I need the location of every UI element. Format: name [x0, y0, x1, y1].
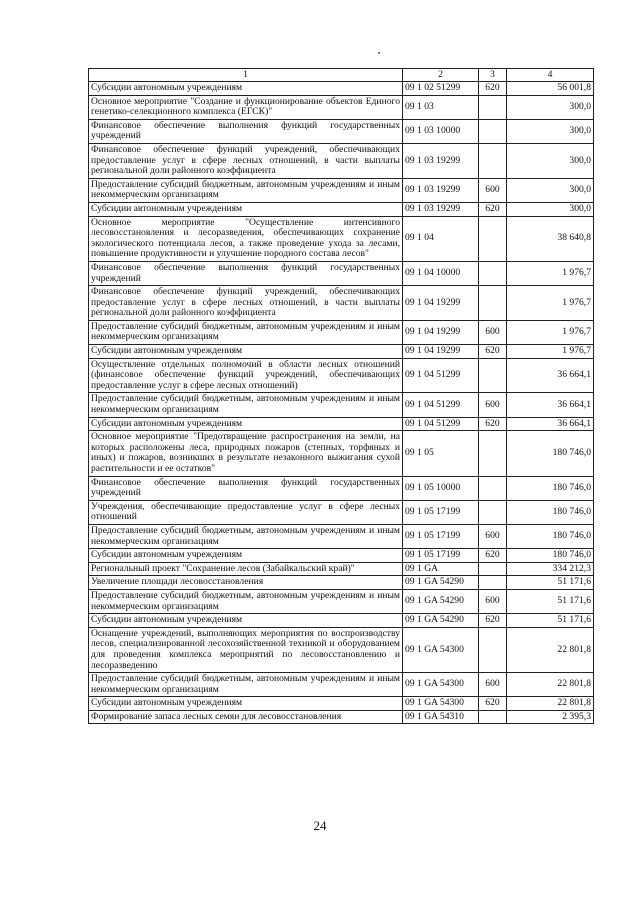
table-row	[89, 393, 594, 417]
row-vr-cell: 600	[479, 589, 507, 613]
row-sum-cell: 36 664,1	[507, 358, 594, 393]
table-row	[89, 500, 594, 524]
table-row	[89, 673, 594, 697]
row-sum-cell: 180 746,0	[507, 549, 594, 563]
row-vr-cell: 620	[479, 697, 507, 711]
table-row	[89, 627, 594, 672]
row-name-cell: Основное мероприятие "Создание и функционирование объектов Единого генетико-селекционного комплекса (ЕГСК)"	[89, 95, 403, 119]
row-sum-cell: 1 976,7	[507, 345, 594, 359]
row-code-cell: 09 1 04 51299	[403, 393, 479, 417]
row-vr-cell: 620	[479, 345, 507, 359]
table-row	[89, 562, 594, 576]
row-name-cell: Оснащение учреждений, выполняющих мероприятия по воспроизводству лесов, специализированной лесохозяйственной техникой и оборудованием для проведения комплекса мероприятий по лесовосстановлению и лесоразведению	[89, 627, 403, 672]
row-name-cell: Финансовое обеспечение функций учреждений, обеспечивающих предоставление услуг в сфере лесных отношений, в части выплаты региональной доли районного коэффициента	[89, 143, 403, 178]
row-sum-cell: 38 640,8	[507, 216, 594, 261]
row-sum-cell: 300,0	[507, 143, 594, 178]
row-name-cell: Субсидии автономным учреждениям	[89, 82, 403, 96]
row-code-cell: 09 1 GA 54300	[403, 673, 479, 697]
table-row	[89, 216, 594, 261]
row-vr-cell	[479, 95, 507, 119]
row-name-cell: Предоставление субсидий бюджетным, автономным учреждениям и иным некоммерческим организациям	[89, 524, 403, 548]
row-code-cell: 09 1 04	[403, 216, 479, 261]
row-vr-cell: 600	[479, 320, 507, 344]
row-vr-cell	[479, 358, 507, 393]
row-name-cell: Предоставление субсидий бюджетным, автономным учреждениям и иным некоммерческим организациям	[89, 178, 403, 202]
row-sum-cell: 180 746,0	[507, 476, 594, 500]
row-vr-cell	[479, 476, 507, 500]
row-code-cell: 09 1 05 10000	[403, 476, 479, 500]
row-sum-cell: 300,0	[507, 202, 594, 216]
table-row	[89, 143, 594, 178]
row-code-cell: 09 1 03 19299	[403, 143, 479, 178]
row-vr-cell	[479, 562, 507, 576]
row-sum-cell: 1 976,7	[507, 261, 594, 285]
row-code-cell: 09 1 05 17199	[403, 549, 479, 563]
table-row	[89, 549, 594, 563]
table-row	[89, 576, 594, 590]
row-vr-cell	[479, 119, 507, 143]
table-row	[89, 614, 594, 628]
row-vr-cell	[479, 500, 507, 524]
row-code-cell: 09 1 GA 54290	[403, 576, 479, 590]
table-row	[89, 95, 594, 119]
row-name-cell: Предоставление субсидий бюджетным, автономным учреждениям и иным некоммерческим организациям	[89, 589, 403, 613]
row-sum-cell: 300,0	[507, 95, 594, 119]
row-name-cell: Предоставление субсидий бюджетным, автономным учреждениям и иным некоммерческим организациям	[89, 673, 403, 697]
row-sum-cell: 1 976,7	[507, 320, 594, 344]
table-row	[89, 476, 594, 500]
row-name-cell: Предоставление субсидий бюджетным, автономным учреждениям и иным некоммерческим организациям	[89, 320, 403, 344]
table-row	[89, 119, 594, 143]
row-vr-cell: 600	[479, 673, 507, 697]
row-name-cell: Субсидии автономным учреждениям	[89, 417, 403, 431]
row-name-cell: Формирование запаса лесных семян для лесовосстановления	[89, 710, 403, 724]
row-vr-cell: 620	[479, 82, 507, 96]
row-vr-cell: 600	[479, 178, 507, 202]
row-sum-cell: 300,0	[507, 178, 594, 202]
row-name-cell: Субсидии автономным учреждениям	[89, 549, 403, 563]
scan-speck	[378, 52, 380, 54]
table-row	[89, 710, 594, 724]
row-name-cell: Осуществление отдельных полномочий в области лесных отношений (финансовое обеспечение функций учреждений, обеспечивающих предоставление услуг в сфере лесных отношений)	[89, 358, 403, 393]
row-code-cell: 09 1 02 51299	[403, 82, 479, 96]
table-row	[89, 431, 594, 476]
row-code-cell: 09 1 GA 54290	[403, 614, 479, 628]
row-name-cell: Основное мероприятие "Предотвращение распространения на земли, на которых расположены леса, природных пожаров (степных, торфяных и иных) и пожаров, возникших в результате незаконного выжигания сухой растительности и ее остатков"	[89, 431, 403, 476]
row-sum-cell: 51 171,6	[507, 576, 594, 590]
table-row	[89, 202, 594, 216]
row-sum-cell: 36 664,1	[507, 417, 594, 431]
row-vr-cell	[479, 710, 507, 724]
row-name-cell: Субсидии автономным учреждениям	[89, 697, 403, 711]
row-vr-cell	[479, 627, 507, 672]
row-sum-cell: 22 801,8	[507, 697, 594, 711]
row-name-cell: Основное мероприятие "Осуществление интенсивного лесовосстановления и лесоразведения, обеспечивающих сохранение экологического потенциала лесов, а также проведение ухода за лесами, повышение продуктивности и улучшение породного состава лесов"	[89, 216, 403, 261]
row-code-cell: 09 1 04 51299	[403, 417, 479, 431]
header-col-vr: 3	[479, 69, 507, 82]
row-vr-cell: 620	[479, 417, 507, 431]
row-code-cell: 09 1 04 51299	[403, 358, 479, 393]
table-row	[89, 345, 594, 359]
row-code-cell: 09 1 GA	[403, 562, 479, 576]
row-sum-cell: 36 664,1	[507, 393, 594, 417]
row-sum-cell: 51 171,6	[507, 589, 594, 613]
row-sum-cell: 180 746,0	[507, 524, 594, 548]
row-vr-cell: 620	[479, 549, 507, 563]
table-row	[89, 417, 594, 431]
table-row	[89, 589, 594, 613]
row-name-cell: Учреждения, обеспечивающие предоставление услуг в сфере лесных отношений	[89, 500, 403, 524]
row-name-cell: Увеличение площади лесовосстановления	[89, 576, 403, 590]
row-vr-cell: 620	[479, 202, 507, 216]
row-name-cell: Предоставление субсидий бюджетным, автономным учреждениям и иным некоммерческим организациям	[89, 393, 403, 417]
header-col-code: 2	[403, 69, 479, 82]
row-code-cell: 09 1 04 19299	[403, 345, 479, 359]
row-name-cell: Региональный проект "Сохранение лесов (Забайкальский край)"	[89, 562, 403, 576]
row-code-cell: 09 1 04 19299	[403, 320, 479, 344]
row-code-cell: 09 1 05 17199	[403, 524, 479, 548]
row-code-cell: 09 1 GA 54310	[403, 710, 479, 724]
row-sum-cell: 180 746,0	[507, 500, 594, 524]
row-code-cell: 09 1 04 19299	[403, 286, 479, 321]
table-row	[89, 320, 594, 344]
table-row	[89, 358, 594, 393]
row-vr-cell	[479, 576, 507, 590]
row-name-cell: Субсидии автономным учреждениям	[89, 345, 403, 359]
row-vr-cell: 600	[479, 524, 507, 548]
header-col-name: 1	[89, 69, 403, 82]
row-vr-cell	[479, 286, 507, 321]
row-vr-cell	[479, 216, 507, 261]
row-sum-cell: 56 001,8	[507, 82, 594, 96]
row-code-cell: 09 1 03	[403, 95, 479, 119]
row-code-cell: 09 1 05	[403, 431, 479, 476]
budget-table	[88, 68, 594, 724]
row-code-cell: 09 1 GA 54300	[403, 697, 479, 711]
row-name-cell: Финансовое обеспечение выполнения функций государственных учреждений	[89, 261, 403, 285]
row-name-cell: Финансовое обеспечение выполнения функций государственных учреждений	[89, 476, 403, 500]
row-sum-cell: 300,0	[507, 119, 594, 143]
table-row	[89, 697, 594, 711]
row-sum-cell: 22 801,8	[507, 673, 594, 697]
row-code-cell: 09 1 03 19299	[403, 178, 479, 202]
row-code-cell: 09 1 04 10000	[403, 261, 479, 285]
row-code-cell: 09 1 GA 54290	[403, 589, 479, 613]
table-row	[89, 82, 594, 96]
row-sum-cell: 2 395,3	[507, 710, 594, 724]
row-sum-cell: 51 171,6	[507, 614, 594, 628]
row-vr-cell	[479, 261, 507, 285]
row-sum-cell: 1 976,7	[507, 286, 594, 321]
row-vr-cell	[479, 431, 507, 476]
row-vr-cell: 620	[479, 614, 507, 628]
table-header-row	[89, 69, 594, 82]
row-name-cell: Субсидии автономным учреждениям	[89, 202, 403, 216]
row-vr-cell: 600	[479, 393, 507, 417]
table-row	[89, 524, 594, 548]
table-body	[89, 82, 594, 724]
row-name-cell: Субсидии автономным учреждениям	[89, 614, 403, 628]
page-number: 24	[313, 818, 327, 833]
row-name-cell: Финансовое обеспечение выполнения функций государственных учреждений	[89, 119, 403, 143]
header-col-sum: 4	[507, 69, 594, 82]
row-code-cell: 09 1 03 19299	[403, 202, 479, 216]
row-code-cell: 09 1 05 17199	[403, 500, 479, 524]
row-sum-cell: 22 801,8	[507, 627, 594, 672]
row-code-cell: 09 1 03 10000	[403, 119, 479, 143]
row-code-cell: 09 1 GA 54300	[403, 627, 479, 672]
row-sum-cell: 180 746,0	[507, 431, 594, 476]
row-vr-cell	[479, 143, 507, 178]
table-row	[89, 286, 594, 321]
table-row	[89, 178, 594, 202]
table-row	[89, 261, 594, 285]
row-name-cell: Финансовое обеспечение функций учреждений, обеспечивающих предоставление услуг в сфере лесных отношений, в части выплаты региональной доли районного коэффициента	[89, 286, 403, 321]
row-sum-cell: 334 212,3	[507, 562, 594, 576]
